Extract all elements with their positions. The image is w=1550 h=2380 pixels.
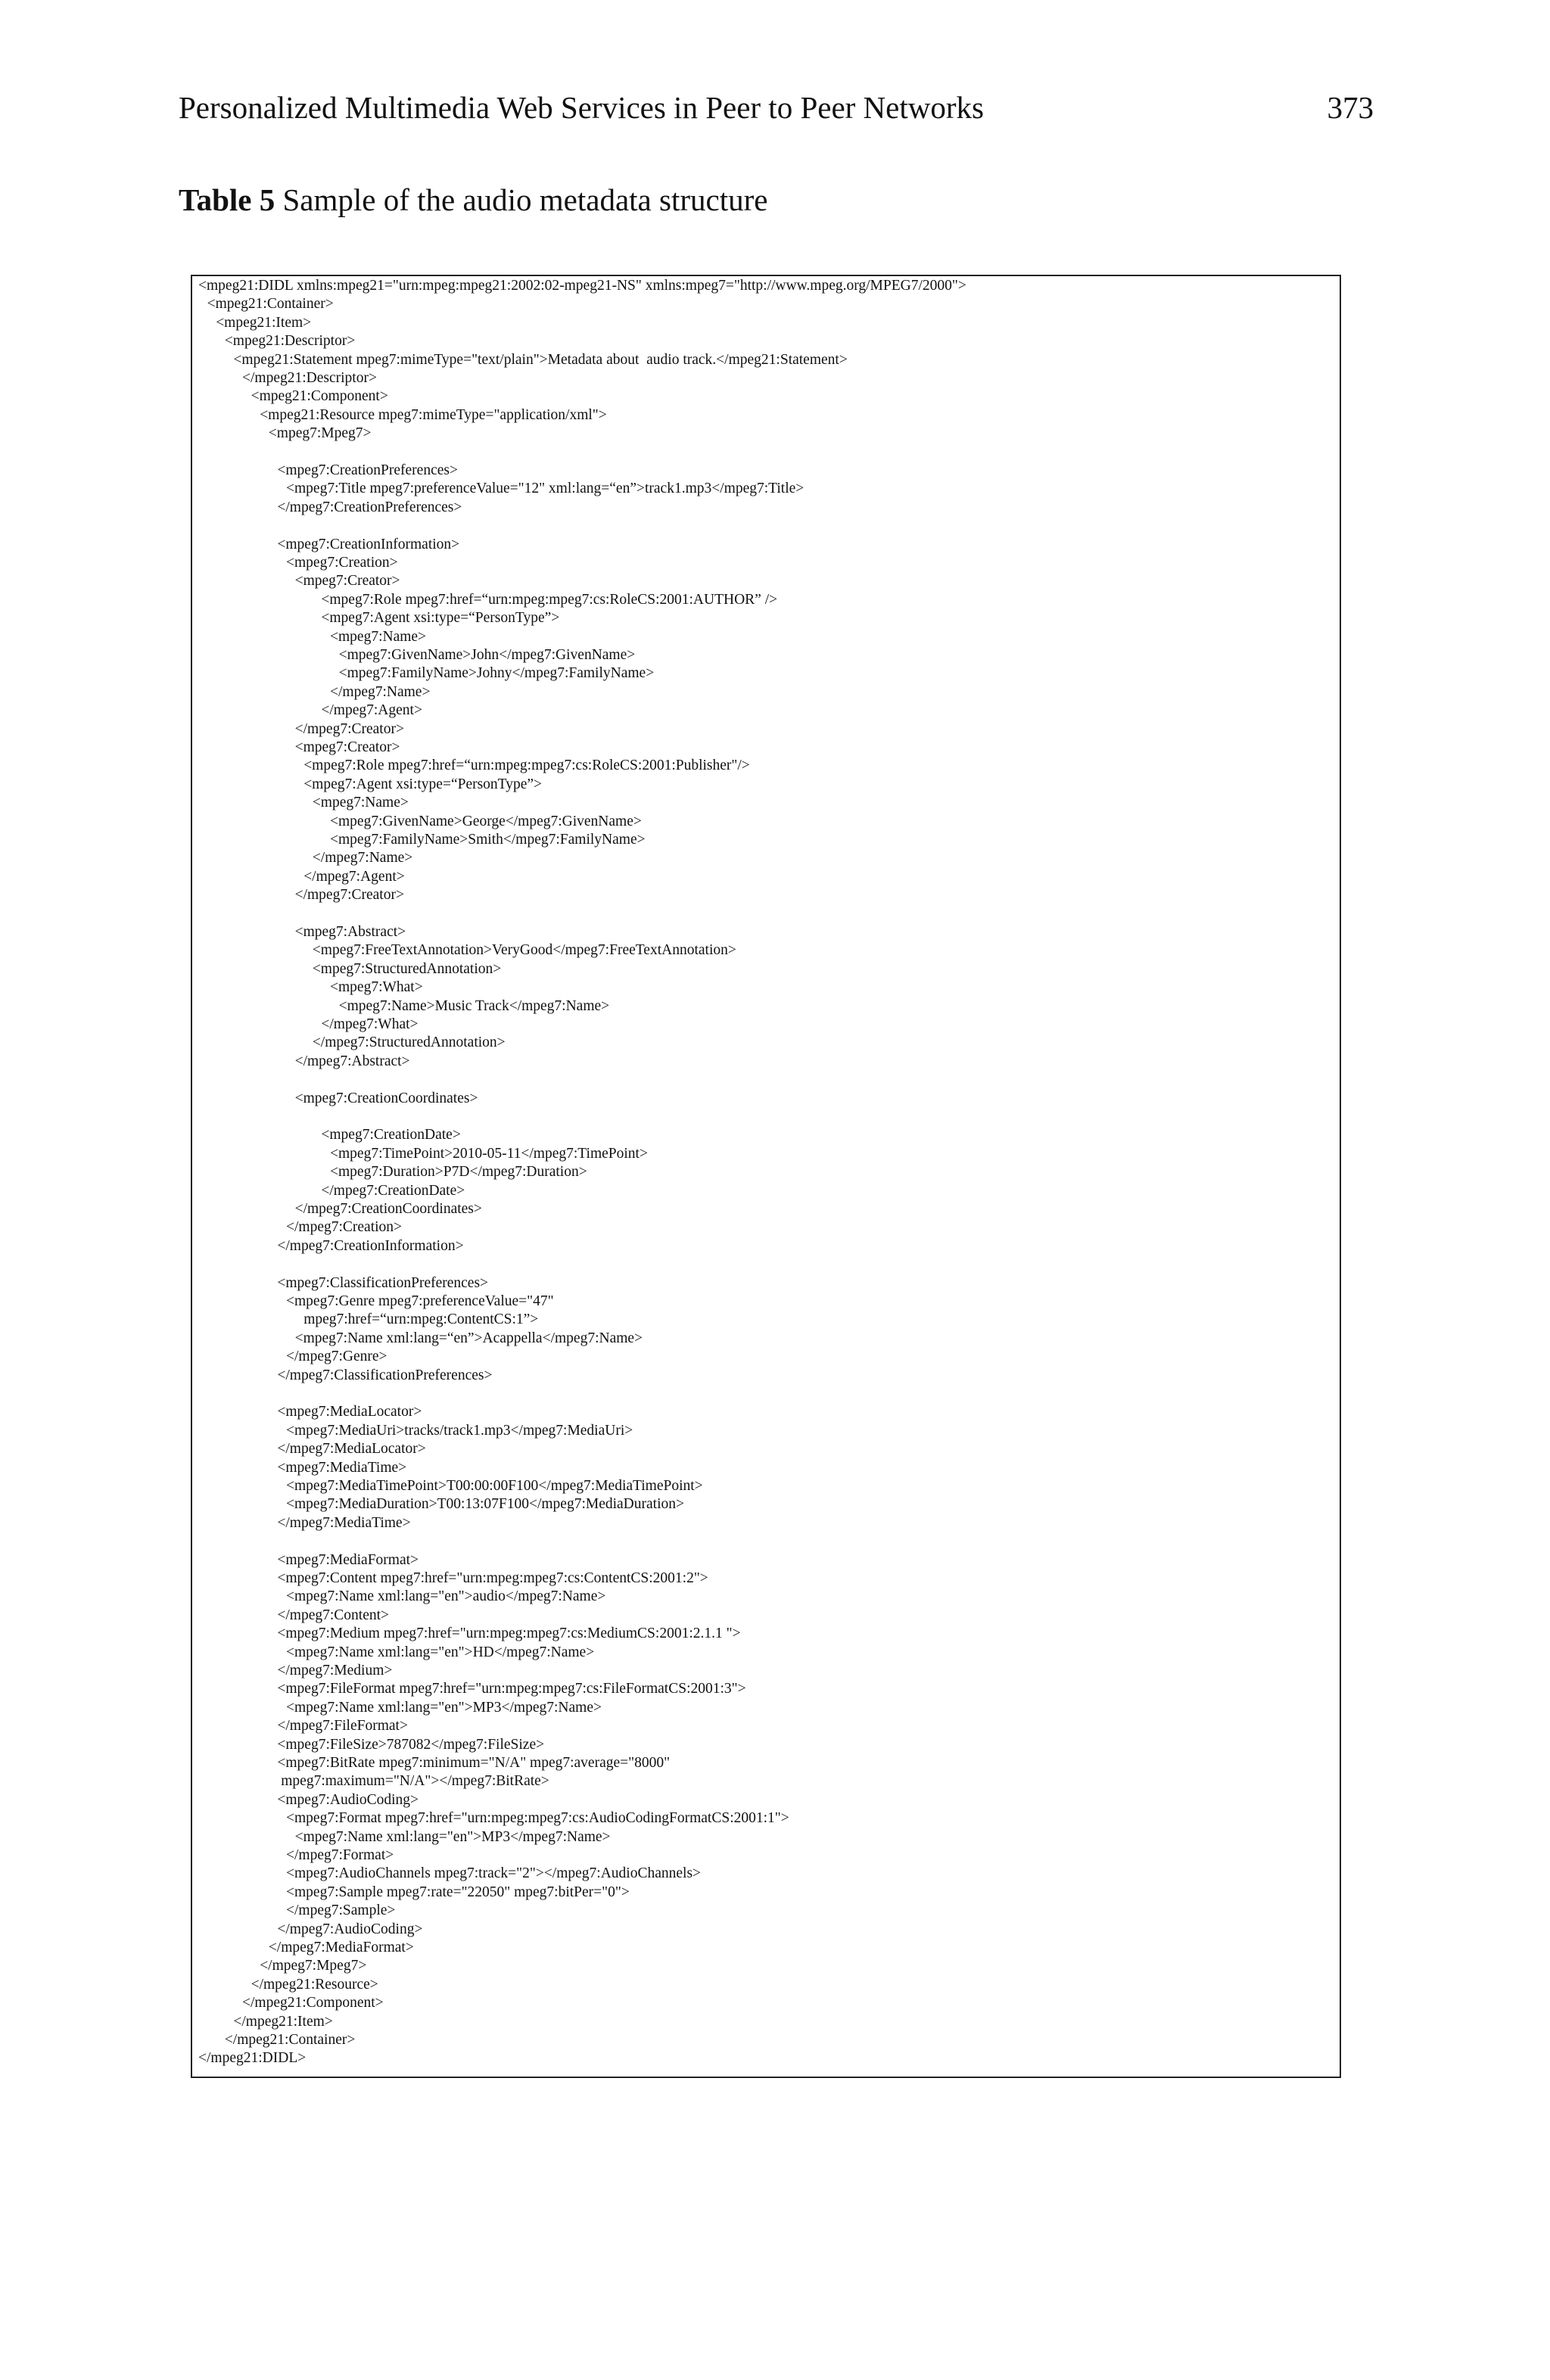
code-line: <mpeg7:Agent xsi:type=“PersonType”>: [303, 776, 543, 792]
code-line: <mpeg7:Name>: [330, 628, 427, 645]
code-line: </mpeg21:Resource>: [251, 1976, 378, 1993]
code-line: <mpeg7:Creator>: [294, 739, 400, 755]
code-line: </mpeg7:Medium>: [277, 1663, 393, 1678]
code-line: </mpeg7:Abstract>: [294, 1053, 410, 1069]
code-line: <mpeg21:Item>: [216, 314, 312, 331]
code-line: mpeg7:href=“urn:mpeg:ContentCS:1”>: [303, 1311, 539, 1328]
code-line: </mpeg7:Creation>: [286, 1219, 403, 1236]
code-line: <mpeg7:Name>Music Track</mpeg7:Name>: [338, 997, 610, 1014]
code-line: </mpeg7:Name>: [312, 850, 413, 866]
code-line: </mpeg7:MediaTime>: [277, 1514, 411, 1531]
code-line: <mpeg21:Component>: [251, 388, 388, 405]
code-line: <mpeg7:Creation>: [286, 555, 398, 571]
table-caption-text: Sample of the audio metadata structure: [275, 182, 768, 217]
code-line: <mpeg7:Title mpeg7:preferenceValue="12" xml:lang=“en”>track1.mp3</mpeg7:Title>: [286, 481, 805, 497]
code-line: <mpeg7:FreeTextAnnotation>VeryGood</mpeg7:FreeTextAnnotation>: [312, 942, 736, 959]
code-line: <mpeg7:ClassificationPreferences>: [277, 1274, 489, 1291]
code-line: <mpeg7:FamilyName>Johny</mpeg7:FamilyName>: [338, 665, 655, 682]
code-line: <mpeg7:MediaFormat>: [277, 1551, 419, 1568]
code-line: <mpeg7:Agent xsi:type=“PersonType”>: [321, 610, 560, 627]
code-line: <mpeg7:Sample mpeg7:rate="22050" mpeg7:bitPer="0">: [286, 1884, 630, 1900]
code-line: </mpeg7:AudioCoding>: [277, 1921, 423, 1937]
code-line: <mpeg21:DIDL xmlns:mpeg21="urn:mpeg:mpeg21:2002:02-mpeg21-NS" xmlns:mpeg7="http://www.mpeg.org/MPEG7/2000">: [198, 278, 966, 294]
code-line: <mpeg7:Name xml:lang=“en”>Acappella</mpeg7:Name>: [294, 1330, 643, 1346]
page-number: 373: [1327, 90, 1374, 125]
code-line: </mpeg7:Creator>: [294, 887, 404, 904]
code-line: </mpeg21:Descriptor>: [242, 370, 377, 386]
table-caption: [179, 182, 767, 218]
code-line: <mpeg7:Content mpeg7:href="urn:mpeg:mpeg7:cs:ContentCS:2001:2">: [277, 1570, 708, 1586]
running-header-title: Personalized Multimedia Web Services in Peer to Peer Networks: [179, 90, 984, 125]
code-line: <mpeg7:MediaLocator>: [277, 1404, 422, 1420]
code-line: <mpeg21:Resource mpeg7:mimeType="application/xml">: [260, 406, 607, 423]
code-line: </mpeg7:MediaFormat>: [268, 1940, 414, 1955]
code-line: </mpeg7:Agent>: [321, 702, 422, 719]
code-line: </mpeg21:DIDL>: [198, 2050, 307, 2067]
code-line: <mpeg7:MediaTimePoint>T00:00:00F100</mpeg7:MediaTimePoint>: [286, 1478, 703, 1494]
code-line: <mpeg7:CreationPreferences>: [277, 462, 458, 478]
code-line: <mpeg7:AudioCoding>: [277, 1791, 419, 1808]
code-line: </mpeg7:CreationPreferences>: [277, 499, 462, 515]
code-line: </mpeg21:Component>: [242, 1995, 384, 2011]
code-line: </mpeg7:Mpeg7>: [260, 1958, 367, 1974]
code-line: <mpeg7:MediaTime>: [277, 1459, 407, 1476]
code-line: <mpeg7:Role mpeg7:href=“urn:mpeg:mpeg7:cs:RoleCS:2001:AUTHOR” />: [321, 591, 778, 608]
code-line: <mpeg21:Statement mpeg7:mimeType="text/plain">Metadata about audio track.</mpeg21:Statement>: [233, 351, 848, 368]
code-line: </mpeg7:Content>: [277, 1607, 390, 1623]
code-line: <mpeg7:Mpeg7>: [268, 425, 372, 442]
code-line: <mpeg7:Duration>P7D</mpeg7:Duration>: [330, 1164, 587, 1181]
code-line: <mpeg7:StructuredAnnotation>: [312, 960, 502, 977]
code-line: <mpeg7:CreationDate>: [321, 1127, 461, 1143]
code-line: <mpeg7:CreationCoordinates>: [294, 1090, 478, 1106]
code-line: <mpeg7:Abstract>: [294, 924, 406, 940]
code-line: </mpeg7:Sample>: [286, 1902, 396, 1919]
code-line: mpeg7:maximum="N/A"></mpeg7:BitRate>: [277, 1773, 549, 1790]
code-line: <mpeg21:Descriptor>: [224, 333, 356, 350]
code-line: <mpeg7:Format mpeg7:href="urn:mpeg:mpeg7:cs:AudioCodingFormatCS:2001:1">: [286, 1810, 789, 1827]
code-line: <mpeg7:GivenName>George</mpeg7:GivenName>: [330, 813, 642, 829]
code-line: <mpeg7:Name xml:lang="en">MP3</mpeg7:Name>: [286, 1699, 602, 1716]
code-line: <mpeg7:Creator>: [294, 573, 400, 590]
code-line: <mpeg7:Name xml:lang="en">audio</mpeg7:Name>: [286, 1588, 606, 1605]
code-line: </mpeg7:ClassificationPreferences>: [277, 1367, 493, 1383]
code-line: </mpeg7:What>: [321, 1016, 419, 1032]
code-line: <mpeg7:CreationInformation>: [277, 536, 460, 552]
code-line: <mpeg7:TimePoint>2010-05-11</mpeg7:TimePoint>: [330, 1145, 648, 1162]
code-line: </mpeg21:Item>: [233, 2013, 333, 2030]
code-line: <mpeg7:BitRate mpeg7:minimum="N/A" mpeg7:average="8000": [277, 1755, 671, 1771]
code-line: <mpeg7:Genre mpeg7:preferenceValue="47": [286, 1293, 554, 1309]
code-line: <mpeg7:Name xml:lang="en">HD</mpeg7:Name>: [286, 1644, 595, 1660]
code-line: <mpeg7:Medium mpeg7:href="urn:mpeg:mpeg7:cs:MediumCS:2001:2.1.1 ">: [277, 1626, 741, 1642]
code-line: <mpeg7:FamilyName>Smith</mpeg7:FamilyName>: [330, 832, 646, 848]
code-line: </mpeg7:StructuredAnnotation>: [312, 1034, 506, 1051]
table-caption-label: Table 5: [179, 182, 275, 217]
code-line: <mpeg7:MediaUri>tracks/track1.mp3</mpeg7:MediaUri>: [286, 1422, 633, 1439]
code-line: <mpeg7:AudioChannels mpeg7:track="2"></mpeg7:AudioChannels>: [286, 1865, 702, 1882]
code-line: <mpeg7:Name xml:lang="en">MP3</mpeg7:Name>: [294, 1828, 611, 1845]
code-line: </mpeg7:CreationCoordinates>: [294, 1201, 482, 1217]
code-line: <mpeg7:MediaDuration>T00:13:07F100</mpeg7:MediaDuration>: [286, 1496, 684, 1513]
code-line: </mpeg7:Agent>: [303, 868, 405, 885]
code-line: </mpeg7:CreationDate>: [321, 1182, 465, 1199]
code-line: </mpeg7:CreationInformation>: [277, 1237, 464, 1254]
code-line: </mpeg7:Genre>: [286, 1349, 388, 1365]
code-line: </mpeg7:FileFormat>: [277, 1718, 408, 1734]
code-line: </mpeg7:MediaLocator>: [277, 1441, 426, 1458]
code-line: <mpeg7:GivenName>John</mpeg7:GivenName>: [338, 647, 636, 663]
code-line: <mpeg7:FileFormat mpeg7:href="urn:mpeg:mpeg7:cs:FileFormatCS:2001:3">: [277, 1681, 746, 1697]
code-line: <mpeg7:Name>: [312, 795, 409, 811]
code-line: </mpeg7:Name>: [330, 683, 431, 700]
code-line: <mpeg7:FileSize>787082</mpeg7:FileSize>: [277, 1736, 545, 1753]
code-line: </mpeg21:Container>: [224, 2032, 356, 2048]
code-line: </mpeg7:Format>: [286, 1847, 394, 1863]
code-line: <mpeg7:What>: [330, 979, 423, 996]
code-line: <mpeg21:Container>: [207, 296, 334, 313]
code-line: </mpeg7:Creator>: [294, 720, 404, 737]
code-line: <mpeg7:Role mpeg7:href=“urn:mpeg:mpeg7:cs:RoleCS:2001:Publisher"/>: [303, 758, 750, 774]
